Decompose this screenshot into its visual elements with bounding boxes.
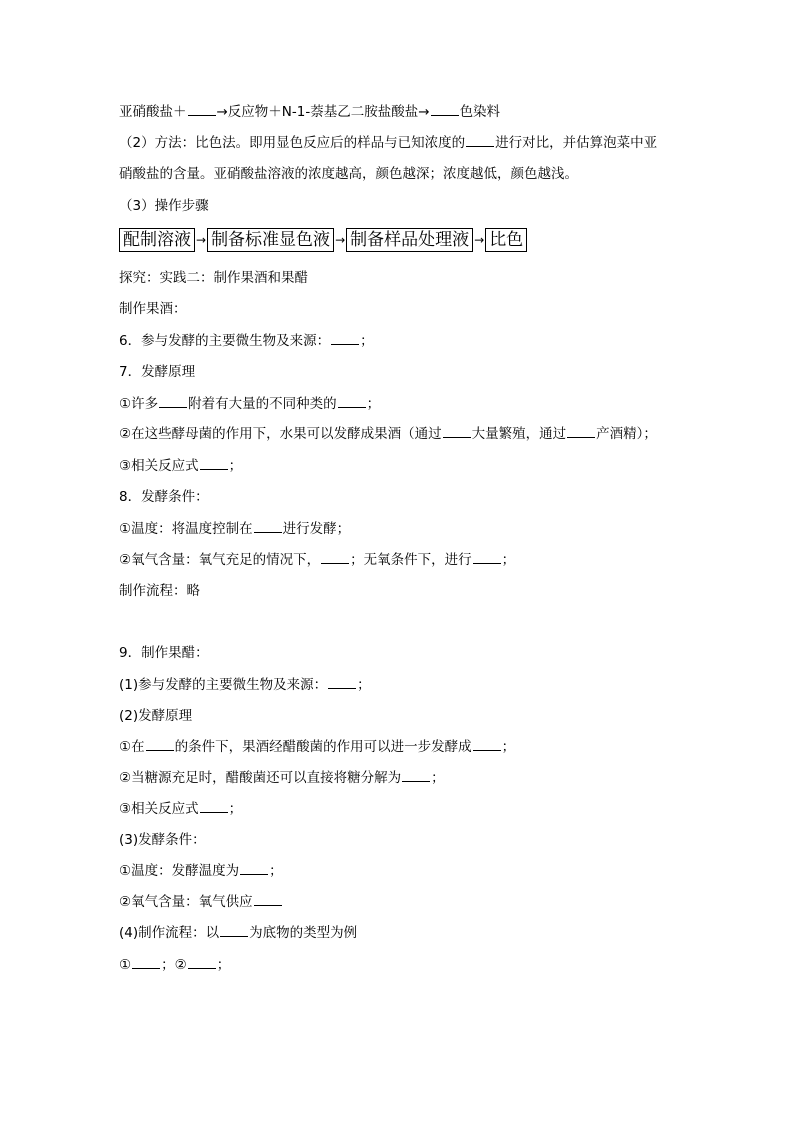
text-segment: 7．发酵原理 xyxy=(119,364,196,380)
fill-in-blank[interactable] xyxy=(321,550,349,564)
fill-in-blank[interactable] xyxy=(146,737,174,751)
text-line-l11 xyxy=(119,456,242,476)
text-segment: 亚硝酸盐＋ xyxy=(119,104,187,120)
text-segment: ①温度：发酵温度为 xyxy=(119,863,240,879)
flow-arrow: → xyxy=(474,233,485,247)
text-line-l3 xyxy=(119,164,578,184)
fill-in-blank[interactable] xyxy=(159,394,187,408)
fill-in-blank[interactable] xyxy=(200,456,228,470)
text-segment: ； xyxy=(366,396,381,412)
text-line-l14 xyxy=(119,550,515,570)
text-segment: ； xyxy=(269,863,283,879)
text-line-l24 xyxy=(119,892,283,912)
text-segment: ；无氧条件下，进行 xyxy=(350,552,472,568)
fill-in-blank[interactable] xyxy=(200,799,228,813)
text-segment: ； xyxy=(501,552,516,568)
text-line-l22 xyxy=(119,830,206,850)
text-segment: 探究：实践二：制作果酒和果醋 xyxy=(119,270,308,286)
fill-in-blank[interactable] xyxy=(466,133,494,147)
flow-step-colorimetry: 比色 xyxy=(485,228,527,252)
fill-in-blank[interactable] xyxy=(240,861,268,875)
text-line-l7 xyxy=(119,331,374,351)
flow-step-sample-treatment-solution: 制备样品处理液 xyxy=(346,228,473,252)
text-line-l15 xyxy=(119,581,200,601)
text-segment: ①温度：将温度控制在 xyxy=(119,521,253,537)
text-line-l16 xyxy=(119,643,209,663)
text-segment: 制作果酒： xyxy=(119,301,187,317)
fill-in-blank[interactable] xyxy=(473,550,501,564)
text-segment: 进行对比，并估算泡菜中亚 xyxy=(495,135,658,151)
text-segment: ； xyxy=(431,770,445,786)
fill-in-blank[interactable] xyxy=(431,102,459,116)
text-segment: 的条件下，果酒经醋酸菌的作用可以进一步发酵成 xyxy=(174,739,472,755)
text-segment: ③相关反应式 xyxy=(119,801,199,817)
text-line-l17 xyxy=(119,675,371,695)
fill-in-blank[interactable] xyxy=(328,675,356,689)
text-segment: 6．参与发酵的主要微生物及来源： xyxy=(119,333,331,349)
text-segment: 色染料 xyxy=(459,104,501,120)
text-segment: ； xyxy=(501,739,516,755)
text-segment: (2)发酵原理 xyxy=(119,708,193,724)
text-segment: 硝酸盐的含量。亚硝酸盐溶液的浓度越高，颜色越深；浓度越低，颜色越浅。 xyxy=(119,166,578,182)
fill-in-blank[interactable] xyxy=(254,519,282,533)
text-line-l18 xyxy=(119,706,192,726)
flow-arrow: → xyxy=(196,233,207,247)
text-line-l21 xyxy=(119,799,242,819)
text-line-l26 xyxy=(119,955,230,975)
fill-in-blank[interactable] xyxy=(402,768,430,782)
text-line-l5 xyxy=(119,268,308,288)
text-segment: (1)参与发酵的主要微生物及来源： xyxy=(119,677,328,693)
text-line-l9 xyxy=(119,394,380,414)
text-segment: (3)发酵条件： xyxy=(119,832,206,848)
text-line-l10 xyxy=(119,424,657,444)
fill-in-blank[interactable] xyxy=(220,923,248,937)
text-line-l12 xyxy=(119,487,209,507)
flow-step-standard-color-solution: 制备标准显色液 xyxy=(207,228,334,252)
text-line-l19 xyxy=(119,737,515,757)
fill-in-blank[interactable] xyxy=(254,892,282,906)
text-segment: ； xyxy=(228,801,243,817)
text-line-l1 xyxy=(119,102,500,122)
fill-in-blank[interactable] xyxy=(338,394,366,408)
fill-in-blank[interactable] xyxy=(567,424,595,438)
text-segment: ③相关反应式 xyxy=(119,458,199,474)
text-segment: 9．制作果醋： xyxy=(119,645,209,661)
text-segment: ； xyxy=(357,677,371,693)
fill-in-blank[interactable] xyxy=(188,955,216,969)
text-segment: ②当糖源充足时，醋酸菌还可以直接将糖分解为 xyxy=(119,770,402,786)
text-line-l25 xyxy=(119,923,357,943)
text-segment: 制作流程：略 xyxy=(119,583,200,599)
text-segment: 8．发酵条件： xyxy=(119,489,209,505)
text-segment: 附着有大量的不同种类的 xyxy=(188,396,337,412)
text-segment: ；② xyxy=(161,957,187,973)
fill-in-blank[interactable] xyxy=(331,331,359,345)
flow-arrow: → xyxy=(335,233,346,247)
text-segment: (4)制作流程：以 xyxy=(119,925,220,941)
text-segment: →反应物＋N-1-萘基乙二胺盐酸盐→ xyxy=(216,104,430,120)
text-segment: （3）操作步骤 xyxy=(119,198,209,214)
text-line-l23 xyxy=(119,861,283,881)
text-line-l4 xyxy=(119,196,209,216)
flow-step-prepare-solution: 配制溶液 xyxy=(119,228,195,252)
text-segment: ； xyxy=(360,333,374,349)
text-segment: 为底物的类型为例 xyxy=(249,925,358,941)
text-line-l2 xyxy=(119,133,657,153)
fill-in-blank[interactable] xyxy=(473,737,501,751)
procedure-flowchart xyxy=(119,228,527,252)
text-line-l20 xyxy=(119,768,445,788)
fill-in-blank[interactable] xyxy=(188,102,216,116)
text-line-l6 xyxy=(119,299,187,319)
text-segment: ； xyxy=(216,957,231,973)
text-segment: 产酒精）； xyxy=(596,426,657,442)
fill-in-blank[interactable] xyxy=(443,424,471,438)
text-segment: ②氧气含量：氧气充足的情况下， xyxy=(119,552,321,568)
fill-in-blank[interactable] xyxy=(132,955,160,969)
text-segment: （2）方法：比色法。即用显色反应后的样品与已知浓度的 xyxy=(119,135,466,151)
text-segment: 进行发酵； xyxy=(282,521,351,537)
text-segment: ①在 xyxy=(119,739,145,755)
text-segment: ②在这些酵母菌的作用下，水果可以发酵成果酒（通过 xyxy=(119,426,442,442)
text-segment: 大量繁殖，通过 xyxy=(471,426,567,442)
text-segment: ②氧气含量：氧气供应 xyxy=(119,894,253,910)
text-segment: ； xyxy=(228,458,243,474)
text-segment: ①许多 xyxy=(119,396,159,412)
text-line-l8 xyxy=(119,362,195,382)
text-segment: ① xyxy=(119,957,132,973)
text-line-l13 xyxy=(119,519,350,539)
